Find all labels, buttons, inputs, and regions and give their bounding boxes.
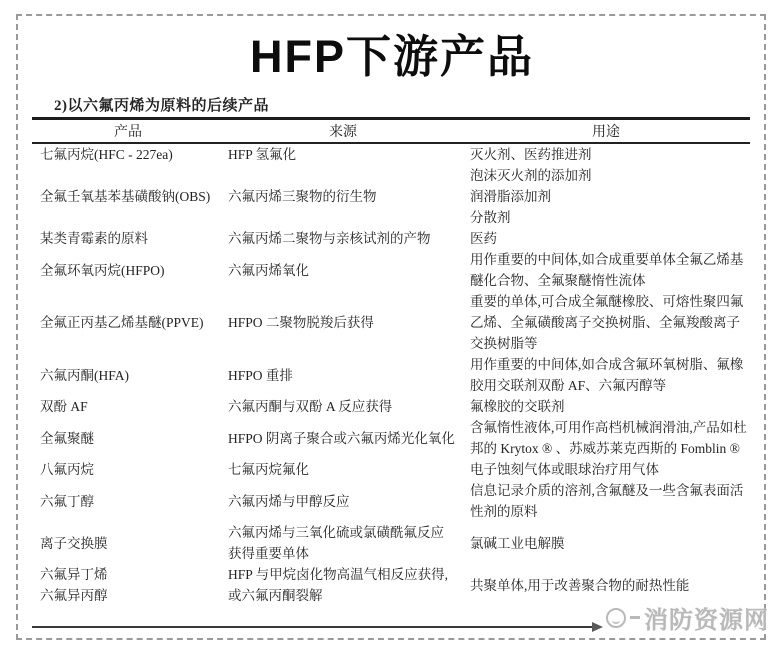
source-cell: 六氟丙烯氧化 [228, 262, 309, 278]
source-cell: 六氟丙烯与三氧化硫或氯磺酰氟反应获得重要单体 [228, 525, 444, 561]
table-header-row [32, 119, 750, 144]
source-cell: HFP 与甲烷卤化物高温气相反应获得,或六氟丙酮裂解 [228, 567, 449, 603]
source-cell: HFPO 重排 [228, 367, 293, 383]
usage-cell: 灭火剂、医药推进剂 泡沫灭火剂的添加剂 [470, 147, 592, 183]
section-subtitle: 2)以六氟丙烯为原料的后续产品 [54, 98, 269, 114]
usage-cell: 用作重要的中间体,如合成含氟环氧树脂、氟橡胶用交联剂双酚 AF、六氟丙醇等 [470, 357, 744, 393]
product-cell: 全氟聚醚 [40, 430, 94, 446]
table-header-usage: 用途 [462, 119, 750, 144]
smiley-circle-icon [606, 608, 626, 628]
table-row [32, 522, 750, 564]
page-title: HFP下游产品 [249, 31, 534, 82]
table-row [32, 291, 750, 354]
table-row [32, 143, 750, 186]
usage-cell: 电子蚀刻气体或眼球治疗用气体 [470, 462, 659, 477]
source-cell: 七氟丙烷氟化 [228, 462, 309, 477]
source-cell: HFPO 二聚物脱羧后获得 [228, 315, 374, 330]
usage-cell: 润滑脂添加剂 分散剂 [470, 189, 551, 225]
products-table [32, 117, 750, 606]
product-cell: 全氟壬氧基苯基磺酸钠(OBS) [40, 189, 211, 204]
product-cell: 全氟正丙基乙烯基醚(PPVE) [40, 315, 204, 330]
product-cell: 离子交换膜 [40, 535, 108, 551]
usage-cell: 含氟惰性液体,可用作高档机械润滑油,产品如杜邦的 Krytox ® 、苏威苏莱克西斯的 Fomblin ® [470, 420, 747, 456]
usage-cell: 共聚单体,用于改善聚合物的耐热性能 [470, 577, 690, 593]
product-cell: 八氟丙烷 [40, 462, 94, 477]
source-cell: HFP 氢氟化 [228, 147, 297, 162]
table-header-source: 来源 [224, 119, 462, 144]
usage-cell: 信息记录介质的溶剂,含氟醚及一些含氟表面活性剂的原料 [470, 483, 744, 519]
source-cell: 六氟丙烯二聚物与亲核试剂的产物 [228, 231, 431, 246]
table-row [32, 249, 750, 291]
product-cell: 双酚 AF [40, 399, 88, 414]
usage-cell: 用作重要的中间体,如合成重要单体全氟乙烯基醚化合物、全氟聚醚惰性流体 [470, 252, 744, 288]
usage-cell: 氯碱工业电解膜 [470, 535, 565, 551]
source-cell: HFPO 阴离子聚合或六氟丙烯光化氧化 [228, 430, 455, 446]
usage-cell: 氟橡胶的交联剂 [470, 399, 565, 414]
watermark [606, 600, 769, 635]
watermark-label: 消防资源网 [644, 608, 769, 634]
usage-cell: 医药 [470, 231, 497, 246]
table-row [32, 354, 750, 396]
product-cell: 七氟丙烷(HFC - 227ea) [40, 147, 173, 162]
source-cell: 六氟丙烯三聚物的衍生物 [228, 189, 377, 204]
product-cell: 六氟丙酮(HFA) [40, 367, 129, 383]
watermark-dash [630, 616, 640, 619]
table-header-product: 产品 [32, 119, 224, 144]
table-row [32, 459, 750, 480]
table-row [32, 417, 750, 459]
product-cell: 某类青霉素的原料 [40, 231, 148, 246]
product-cell: 六氟异丁烯 六氟异丙醇 [40, 567, 108, 603]
source-cell: 六氟丙酮与双酚 A 反应获得 [228, 399, 393, 414]
table-row [32, 396, 750, 417]
table-row [32, 480, 750, 522]
usage-cell: 重要的单体,可合成全氟醚橡胶、可熔性聚四氟乙烯、全氟磺酸离子交换树脂、全氟羧酸离子交换树脂等 [470, 294, 744, 351]
product-cell: 全氟环氧丙烷(HFPO) [40, 262, 165, 278]
table-bottom-rule [32, 626, 592, 628]
product-cell: 六氟丁醇 [40, 493, 94, 509]
source-cell: 六氟丙烯与甲醇反应 [228, 493, 350, 509]
arrow-icon [592, 622, 603, 632]
table-row [32, 228, 750, 249]
table-row [32, 186, 750, 228]
